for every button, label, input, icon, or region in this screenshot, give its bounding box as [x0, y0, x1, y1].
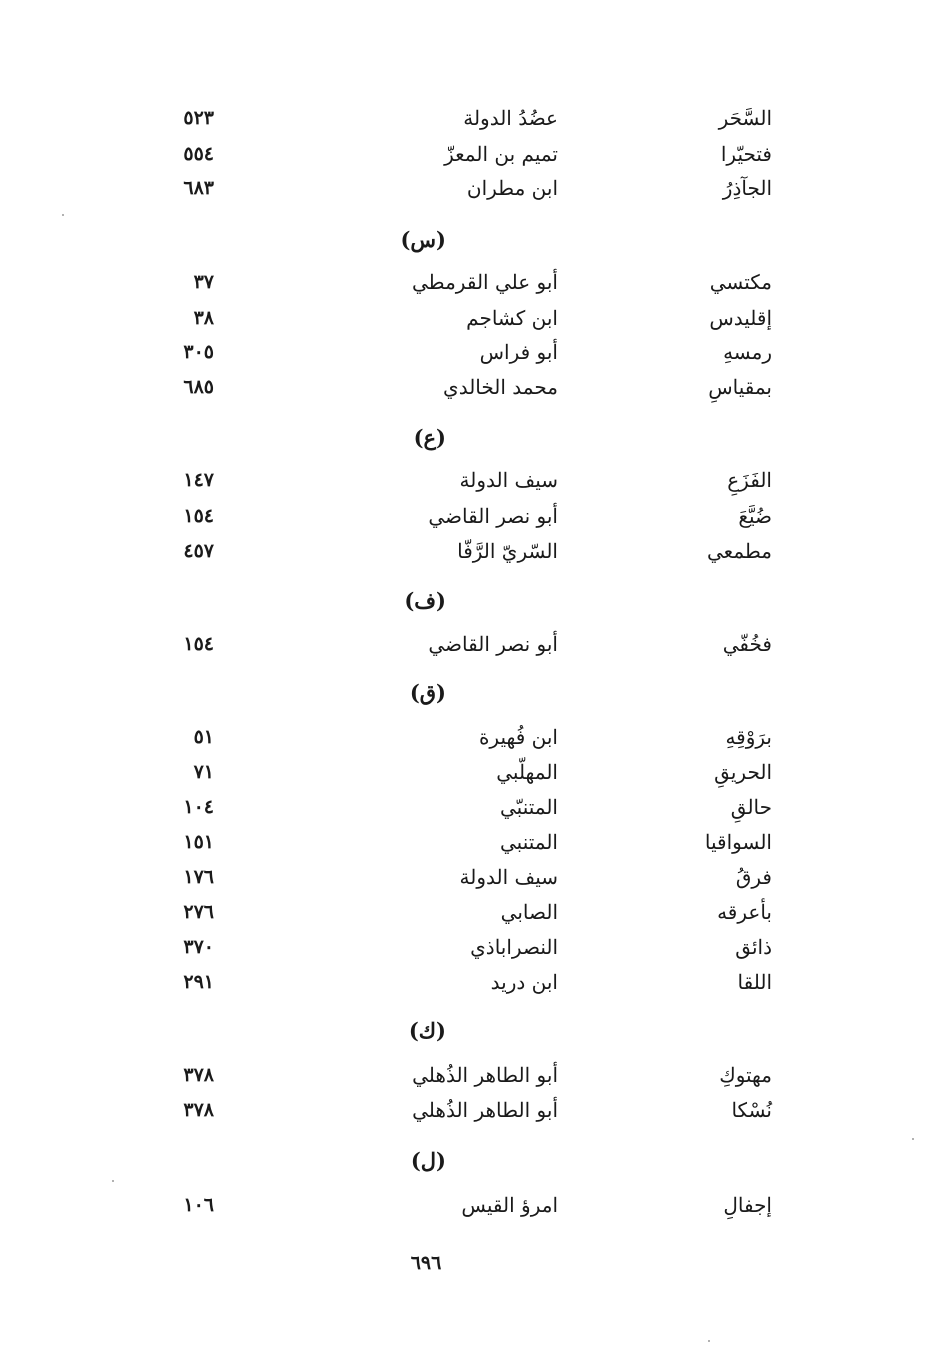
- section-letter: (ق): [409, 680, 446, 705]
- rhyme-word: اللقا: [737, 970, 772, 994]
- page-ref: ٦٨٥: [183, 376, 214, 398]
- scan-speck: [112, 1180, 114, 1182]
- scan-speck: [912, 1138, 914, 1140]
- rhyme-word: السواقيا: [704, 830, 772, 854]
- page-ref: ١٧٦: [183, 866, 214, 888]
- section-letter: (ك): [408, 1018, 446, 1043]
- rhyme-word: ضُيَّعَ: [738, 504, 772, 528]
- table-row: [0, 965, 940, 999]
- page-ref: ١٥١: [183, 831, 214, 853]
- page-ref: ٢٩١: [183, 971, 214, 993]
- poet-name: السّريّ الرَّفّا: [457, 539, 558, 563]
- page-ref: ٦٨٣: [183, 177, 214, 199]
- page-ref: ٣٨: [193, 307, 214, 329]
- table-row: [0, 370, 940, 404]
- section-letter: (ف): [404, 588, 446, 613]
- poet-name: النصراباذي: [470, 935, 558, 959]
- table-row: [0, 627, 940, 661]
- table-row: [0, 335, 940, 369]
- table-row: [0, 1188, 940, 1222]
- section-heading: [0, 1014, 940, 1048]
- page-number: ٦٩٦: [410, 1252, 442, 1274]
- table-row: [0, 137, 940, 171]
- page-ref: ٥١: [193, 726, 214, 748]
- table-row: [0, 171, 940, 205]
- rhyme-word: الجآذِرُ: [722, 176, 772, 200]
- page-ref: ١٠٦: [183, 1194, 214, 1216]
- rhyme-word: ذائق: [735, 935, 772, 959]
- rhyme-word: الفَزَعِ: [727, 468, 772, 492]
- rhyme-word: نُسْكا: [731, 1098, 772, 1122]
- table-row: [0, 463, 940, 497]
- poet-name: أبو الطاهر الذُهلي: [412, 1098, 558, 1122]
- page-ref: ٢٧٦: [183, 901, 214, 923]
- table-row: [0, 720, 940, 754]
- rhyme-word: رمسهِ: [723, 340, 772, 364]
- rhyme-word: فخُفّي: [722, 632, 772, 656]
- page-ref: ٥٥٤: [183, 143, 214, 165]
- poet-name: أبو الطاهر الذُهلي: [412, 1063, 558, 1087]
- poet-name: المتنبّي: [500, 795, 558, 819]
- rhyme-word: مطمعي: [707, 539, 772, 563]
- table-row: [0, 860, 940, 894]
- page-ref: ٤٥٧: [183, 540, 214, 562]
- table-row: [0, 825, 940, 859]
- poet-name: ابن فُهيرة: [478, 725, 558, 749]
- rhyme-word: مهتوكِ: [719, 1063, 772, 1087]
- section-heading: [0, 223, 940, 257]
- page-ref: ١٥٤: [183, 633, 214, 655]
- page-ref: ٣٧: [193, 271, 214, 293]
- table-row: [0, 755, 940, 789]
- rhyme-word: بأعرقه: [717, 900, 772, 924]
- poet-name: محمد الخالدي: [443, 375, 558, 399]
- rhyme-word: مكتسي: [709, 270, 772, 294]
- poet-name: المهلّبي: [496, 760, 558, 784]
- rhyme-word: بمقياسِ: [708, 375, 772, 399]
- page-ref: ٣٧٨: [183, 1064, 214, 1086]
- poet-name: تميم بن المعزّ: [444, 142, 558, 166]
- page-ref: ٥٢٣: [183, 107, 214, 129]
- poet-name: سيف الدولة: [459, 865, 558, 889]
- section-heading: [0, 584, 940, 618]
- section-heading: [0, 421, 940, 455]
- poet-name: أبو نصر القاضي: [428, 504, 558, 528]
- table-row: [0, 930, 940, 964]
- rhyme-word: فرقُ: [735, 865, 772, 889]
- poet-name: امرؤ القيس: [461, 1193, 558, 1217]
- page-ref: ١٠٤: [183, 796, 214, 818]
- poet-name: الصابي: [500, 900, 558, 924]
- table-row: [0, 101, 940, 135]
- table-row: [0, 790, 940, 824]
- poet-name: أبو علي القرمطي: [412, 270, 558, 294]
- poet-name: عضُدُ الدولة: [463, 106, 558, 130]
- rhyme-word: السَّحَر: [718, 106, 772, 130]
- poet-name: المتنبي: [500, 830, 558, 854]
- page-ref: ٣٠٥: [183, 341, 214, 363]
- page-ref: ٣٧٨: [183, 1099, 214, 1121]
- rhyme-word: حالقِ: [730, 795, 772, 819]
- section-letter: (س): [400, 227, 446, 252]
- page-ref: ١٥٤: [183, 505, 214, 527]
- poet-name: ابن دريد: [490, 970, 558, 994]
- page-ref: ١٤٧: [183, 469, 214, 491]
- scan-speck: [708, 1340, 710, 1342]
- page-ref: ٣٧٠: [183, 936, 214, 958]
- poet-name: ابن مطران: [466, 176, 558, 200]
- table-row: [0, 301, 940, 335]
- rhyme-word: برَوْقِهِ: [725, 725, 772, 749]
- table-row: [0, 499, 940, 533]
- table-row: [0, 1058, 940, 1092]
- poet-name: أبو فراس: [479, 340, 558, 364]
- rhyme-word: الحريقِ: [714, 760, 772, 784]
- page-ref: ٧١: [193, 761, 214, 783]
- section-heading: [0, 676, 940, 710]
- section-heading: [0, 1144, 940, 1178]
- table-row: [0, 1093, 940, 1127]
- rhyme-word: فتحيّرا: [720, 142, 772, 166]
- poet-name: ابن كشاجم: [466, 306, 558, 330]
- section-letter: (ع): [413, 425, 446, 450]
- section-letter: (ل): [410, 1148, 446, 1173]
- poet-name: سيف الدولة: [459, 468, 558, 492]
- scan-speck: [62, 214, 64, 216]
- poet-name: أبو نصر القاضي: [428, 632, 558, 656]
- table-row: [0, 265, 940, 299]
- rhyme-word: إقليدس: [709, 306, 772, 330]
- table-row: [0, 895, 940, 929]
- rhyme-word: إجفالِ: [723, 1193, 772, 1217]
- table-row: [0, 534, 940, 568]
